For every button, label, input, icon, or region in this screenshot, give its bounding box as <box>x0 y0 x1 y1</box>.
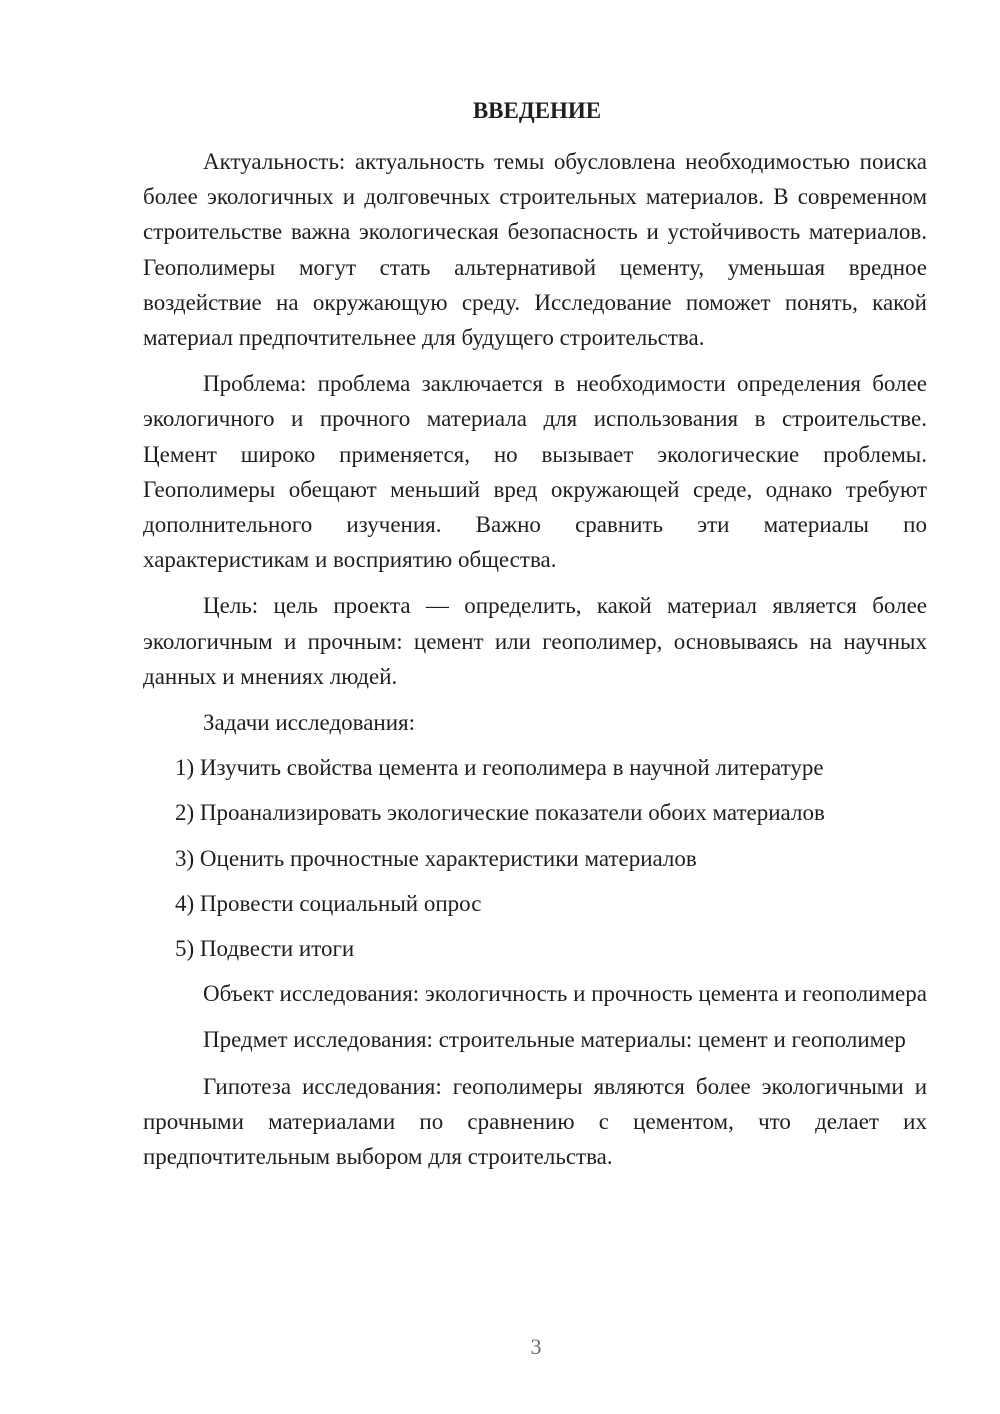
tasks-title: Задачи исследования: <box>203 710 416 736</box>
subject-paragraph: Предмет исследования: строительные материалы: цемент и геополимер <box>203 1027 906 1053</box>
task-item: 5) Подвести итоги <box>175 936 355 962</box>
task-item: 3) Оценить прочностные характеристики материалов <box>175 845 697 871</box>
page-content <box>143 96 927 1185</box>
hypothesis-paragraph: Гипотеза исследования: геополимеры являются более экологичными и прочными материалами по сравнению с цементом, что делает их предпочтительным выбором для строительства. <box>143 1073 927 1170</box>
task-item: 1) Изучить свойства цемента и геополимера в научной литературе <box>175 755 824 781</box>
goal-paragraph: Цель: цель проекта — определить, какой материал является более экологичным и прочным: цемент или геополимер, основываясь на научных данных и мнениях людей. <box>143 593 927 689</box>
page-number: 3 <box>530 1334 542 1359</box>
section-heading: ВВЕДЕНИЕ <box>472 98 602 123</box>
object-paragraph: Объект исследования: экологичность и прочность цемента и геополимера <box>203 981 927 1007</box>
task-item: 2) Проанализировать экологические показатели обоих материалов <box>175 800 825 826</box>
tasks-list <box>143 750 927 966</box>
problem-paragraph: Проблема: проблема заключается в необходимости определения более экологичного и прочного материала для использования в строительстве. Цемент широко применяется, но вызывает экологические проблемы. Геополимеры обещают меньший вред окружающей среде, однако требуют дополнительного изучения. Важно сравнить эти материалы по характеристикам и восприятию общества. <box>143 371 927 573</box>
relevance-paragraph: Актуальность: актуальность темы обусловлена необходимостью поиска более экологичных и долговечных строительных материалов. В современном строительстве важна экологическая безопасность и устойчивость материалов. Геополимеры могут стать альтернативой цементу, уменьшая вредное воздействие на окружающую среду. Исследование поможет понять, какой материал предпочтительнее для будущего строительства. <box>143 149 927 351</box>
task-item: 4) Провести социальный опрос <box>175 890 482 916</box>
